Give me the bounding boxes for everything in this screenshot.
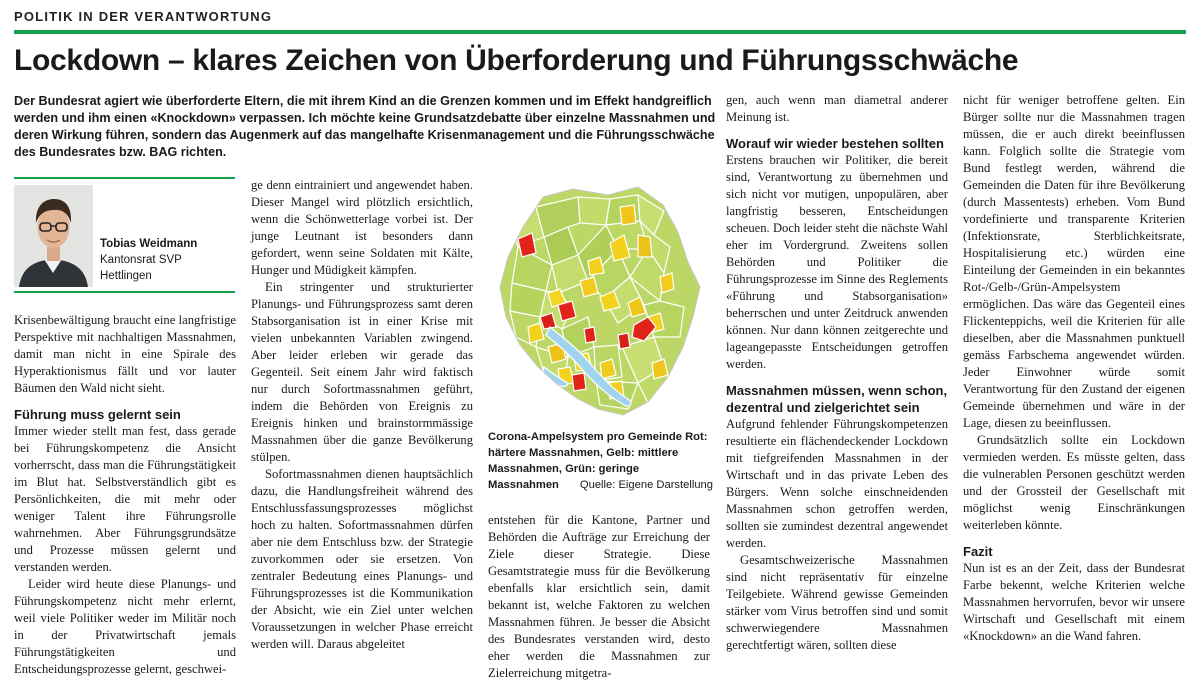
body-paragraph: ge denn eintrainiert und angewendet haben. Dieser Mangel wird plötzlich ersichtlich, wenn die Schönwetterlage vorbei ist. Der junge Leutnant ist besonders dann gefordert, wenn seine Soldaten mit Kälte, Hunger und Müdigkeit kämpfen. <box>251 178 473 277</box>
body-paragraph: nicht für weniger betroffene gelten. Ein Bürger sollte nur die Massnahmen tragen müssen, die er auch direkt beeinflussen kann. Folglich sollte die Strategie vom Bund festlegt werden, während die Gemeinden die Daten für ihre Bevölkerung (durch Massentests) erheben. Vom Bund vordefinierte und transparente Kriterien (Infektionsrate, Sterblichkeitsrate, Hospitalisierung etc.) würden eine Einteilung der Gemeinden in ein bekanntes Rot-/Gelb-/Grün-Ampelsystem ermöglichen. Das wäre das Gegenteil eines Flickenteppichs, weil die Kriterien für alle dieselben, aber die Massnahmen punktuell gemäss Farbschema angewendet würden. Jeder Einwohner würde somit Verantwortung für den Zustand der eigenen Gemeinde übernehmen und wäre in der Lage, diesen zu beeinflussen. <box>963 93 1185 430</box>
column-1 <box>14 312 236 678</box>
figure-caption <box>488 429 713 493</box>
ampel-map-figure <box>488 177 710 422</box>
column-2 <box>251 177 473 653</box>
body-paragraph: entstehen für die Kantone, Partner und Behörden die Aufträge zur Erreichung der Ziele dieser Strategie. Diese Gesamtstrategie muss für die Bevölkerung ebenfalls klar ersichtlich sein, damit bekannt ist, welche Faktoren zu welchen Massnahmen führen. Je besser die Absicht des Bundesrates verstanden wird, desto eher werden die Massnahmen zur Zielerreichung mitgetra- <box>488 513 710 680</box>
body-paragraph: Ein stringenter und strukturierter Planungs- und Führungsprozess samt deren Stabsorganisation ist in einer Krise mit vielen unbekannten Variablen zwingend. Aber leider erleben wir gerade das Gegenteil. Seit einem Jahr wird faktisch nur durch Sofortmassnahmen geführt, indem die Behörden von Ereignis zu Ereignis hinken und brainstormmässige Massnahmen über die ganze Bevölkerung stülpen. <box>251 280 473 464</box>
body-paragraph: Erstens brauchen wir Politiker, die bereit sind, Verantwortung zu übernehmen und sich nicht vor mutigen, unpopulären, aber langfristig besseren, Entscheidungen scheuen. Doch leider steht die nächste Wahl eher im Vordergrund. Zweitens sollen Behörden und Politiker die Führungsprozesse im Sinne des Reglements «Führung und Stabsorganisation» beherrschen und unter Zeitdruck anwenden können. Nur dann können zeitgerechte und lageangepasste Entscheidungen getroffen werden. <box>726 153 948 371</box>
column-3 <box>488 512 710 682</box>
column-4 <box>726 92 948 654</box>
section-label: POLITIK IN DER VERANTWORTUNG <box>14 9 273 24</box>
caption-text: Corona-Ampelsystem pro Gemeinde Rot: härtere Massnahmen, Gelb: mittlere Massnahmen, Grün: geringe Massnahmen <box>488 431 708 491</box>
body-paragraph: Aufgrund fehlender Führungskompetenzen resultierte ein flächendeckender Lockdown mit tiefgreifenden Massnahmen in der Wirtschaft und in das private Leben des Bürgers. Wenn solche einschneidenden Massnahmen schon getroffen werden, sollten sie zumindest dezentral angewendet werden. <box>726 417 948 550</box>
subheading: Führung muss gelernt sein <box>14 407 181 422</box>
body-paragraph: Immer wieder stellt man fest, dass gerade bei Führungskompetenz die Ansicht vorherrscht, dass man die Führungstätigkeit im Blut hat. Selbstverständlich gibt es Persönlichkeiten, die mit mehr oder weniger Talent ihre Führungsrolle wahrnehmen. Aber Führungsgrundsätze und Prozesse müssen gelernt und verstanden werden. <box>14 424 236 574</box>
author-place: Hettlingen <box>100 270 152 282</box>
author-role: Kantonsrat SVP <box>100 254 182 266</box>
headline: Lockdown – klares Zeichen von Überforderung und Führungsschwäche <box>14 44 1019 77</box>
body-paragraph: Leider wird heute diese Planungs- und Führungskompetenz nicht mehr erlernt, weil viele Politiker weder im Militär noch in der Privatwirtschaft jemals Führungstätigkeiten und Entscheidungsprozesse gelernt, geschwei- <box>14 577 236 676</box>
author-portrait <box>14 185 93 287</box>
column-5 <box>963 92 1185 645</box>
author-name: Tobias Weidmann <box>100 238 198 250</box>
body-paragraph: Gesamtschweizerische Massnahmen sind nicht repräsentativ für einzelne Teilgebiete. Während gewisse Gemeinden stärker vom Virus betroffen sind und somit schwerwiegendere Massnahmen gerechtfertigt wären, sollten diese <box>726 553 948 652</box>
body-paragraph: gen, auch wenn man diametral anderer Meinung ist. <box>726 93 948 124</box>
subheading: Massnahmen müssen, wenn schon, dezentral und zielgerichtet sein <box>726 383 948 415</box>
subheading: Worauf wir wieder bestehen sollten <box>726 136 944 151</box>
caption-source: Quelle: Eigene Darstellung <box>579 479 713 491</box>
section-rule <box>14 30 1186 34</box>
lead-paragraph: Der Bundesrat agiert wie überforderte Eltern, die mit ihrem Kind an die Grenzen kommen und im Effekt handgreiflich werden und ihm einen «Knockdown» verpassen. Ich möchte keine Grundsatzdebatte über einzelne Massnahmen und deren Wirkung führen, sondern das Augenmerk auf das mangelhafte Krisenmanagement und die Führungsschwäche des Bundesrates bzw. BAG richten. <box>14 94 716 159</box>
body-paragraph: Krisenbewältigung braucht eine langfristige Perspektive mit nachhaltigen Massnahmen, damit man nicht in eine Spirale des Hyperaktionismus fällt und vor lauter Bäumen den Wald nicht sieht. <box>14 313 236 395</box>
body-paragraph: Sofortmassnahmen dienen hauptsächlich dazu, die Handlungsfreiheit während des Entschlussfassungsprozesses möglichst hoch zu halten. Sofortmassnahmen dürfen aber nie dem Entschluss bzw. der Strategie zuvorkommen oder sie ersetzen. Von zentraler Bedeutung eines Planungs- und Führungsprozesses ist die Kommunikation der Absicht, wie ein Ziel unter welchen Voraussetzungen in welcher Phase erreicht werden will. Daraus abgeleitet <box>251 467 473 651</box>
body-paragraph: Grundsätzlich sollte ein Lockdown vermieden werden. Es müsste gelten, dass die vulnerablen Personen geschützt werden und der Grossteil der Gesellschaft mit möglichst wenig Einschränkungen weiterleben könnte. <box>963 433 1185 532</box>
subheading: Fazit <box>963 544 993 559</box>
body-paragraph: Nun ist es an der Zeit, dass der Bundesrat Farbe bekennt, welche Kriterien welche Massnahmen hervorrufen, bevor wir unsere Wirtschaft und Gesellschaft mit einem «Knockdown» an die Wand fahren. <box>963 561 1185 643</box>
author-info <box>100 236 197 284</box>
author-box <box>14 177 235 293</box>
